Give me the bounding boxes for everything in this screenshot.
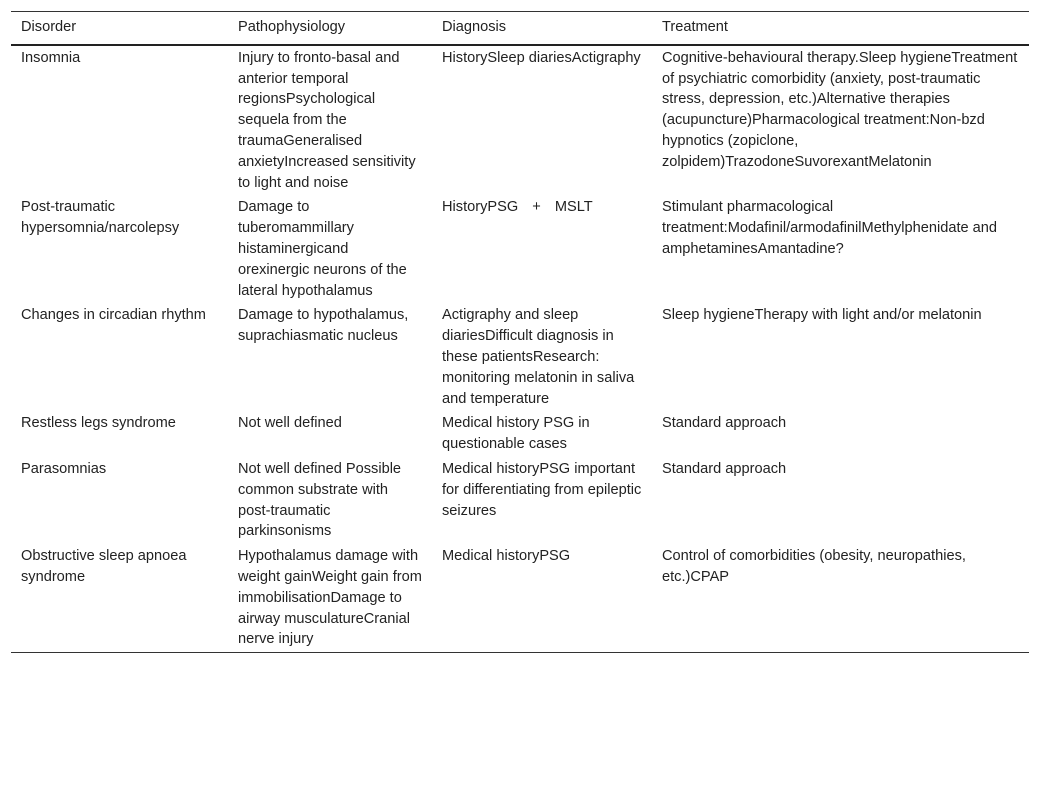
cell-treatment: Cognitive-behavioural therapy.Sleep hygieneTreatment of psychiatric comorbidity (anxiety, post-traumatic stress, depression, etc.)Alternative therapies (acupuncture)Pharmacological treatment:Non-bzd hypnotics (zopiclone, zolpidem)TrazodoneSuvorexantMelatonin xyxy=(662,49,1018,170)
cell-pathophysiology: Damage to hypothalamus, suprachiasmatic nucleus xyxy=(238,307,409,345)
header-pathophysiology: Pathophysiology xyxy=(238,19,346,35)
cell-disorder: Changes in circadian rhythm xyxy=(21,307,206,324)
cell-diagnosis: Medical historyPSG xyxy=(442,548,571,565)
cell-disorder: Post-traumatic hypersomnia/narcolepsy xyxy=(21,199,180,237)
header-diagnosis: Diagnosis xyxy=(442,19,507,35)
table-row xyxy=(11,195,1029,303)
table-row xyxy=(11,544,1029,652)
cell-pathophysiology: Not well defined xyxy=(238,415,342,432)
cell-diagnosis: Actigraphy and sleep diariesDifficult diagnosis in these patientsResearch: monitoring melatonin in saliva and temperature xyxy=(442,307,635,407)
cell-treatment: Control of comorbidities (obesity, neuropathies, etc.)CPAP xyxy=(662,548,966,585)
cell-disorder: Insomnia xyxy=(21,49,81,66)
sleep-disorders-table xyxy=(11,11,1029,653)
table-row xyxy=(11,457,1029,544)
cell-treatment: Standard approach xyxy=(662,460,787,477)
cell-treatment: Sleep hygieneTherapy with light and/or melatonin xyxy=(662,307,982,324)
cell-pathophysiology: Damage to tuberomammillary histaminergicand orexinergic neurons of the lateral hypothalamus xyxy=(238,199,407,299)
cell-pathophysiology: Hypothalamus damage with weight gainWeight gain from immobilisationDamage to airway musculatureCranial nerve injury xyxy=(238,548,422,648)
header-treatment: Treatment xyxy=(662,19,728,35)
table-row xyxy=(11,411,1029,457)
cell-treatment: Standard approach xyxy=(662,415,787,432)
cell-disorder: Obstructive sleep apnoea syndrome xyxy=(21,548,187,585)
cell-diagnosis: HistoryPSG + MSLT xyxy=(442,199,593,216)
table-row xyxy=(11,45,1029,196)
cell-disorder: Parasomnias xyxy=(21,460,107,477)
table-row xyxy=(11,303,1029,411)
cell-diagnosis: HistorySleep diariesActigraphy xyxy=(442,49,641,66)
table-header-row xyxy=(11,12,1029,45)
cell-diagnosis: Medical historyPSG important for differentiating from epileptic seizures xyxy=(442,460,642,519)
cell-pathophysiology: Not well defined Possible common substrate with post-traumatic parkinsonisms xyxy=(238,460,402,540)
cell-treatment: Stimulant pharmacological treatment:Modafinil/armodafinilMethylphenidate and amphetaminesAmantadine? xyxy=(662,199,998,257)
header-disorder: Disorder xyxy=(21,19,77,35)
cell-diagnosis: Medical history PSG in questionable cases xyxy=(442,415,590,453)
cell-disorder: Restless legs syndrome xyxy=(21,415,176,432)
cell-pathophysiology: Injury to fronto-basal and anterior temporal regionsPsychological sequela from the traumaGeneralised anxietyIncreased sensitivity to light and noise xyxy=(238,49,416,191)
